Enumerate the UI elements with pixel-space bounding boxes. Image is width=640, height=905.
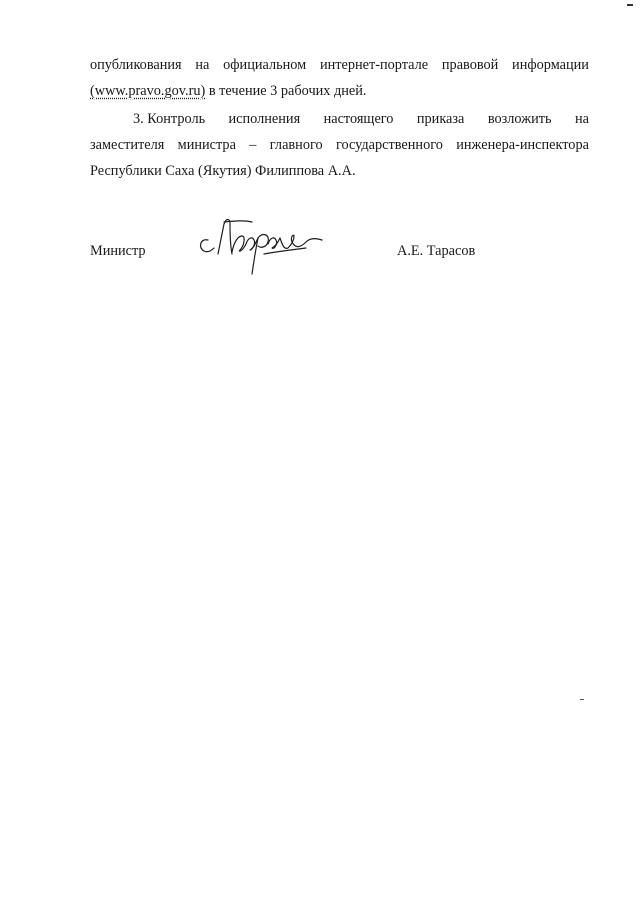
paragraph-control: [90, 106, 589, 184]
word: инженера-инспектора: [456, 137, 589, 153]
word: заместителя: [90, 137, 165, 153]
word: информации: [512, 57, 589, 73]
paragraph-line: Республики Саха (Якутия) Филиппова А.А.: [90, 163, 356, 179]
word: приказа: [416, 111, 465, 127]
paragraph-text: в течение 3 рабочих дней.: [205, 83, 367, 99]
scan-mark: [627, 4, 633, 6]
paragraph-line: [90, 78, 589, 104]
word: министра: [177, 137, 236, 153]
word: на: [195, 57, 210, 73]
word: опубликования: [90, 57, 182, 73]
word: интернет-портале: [319, 57, 429, 73]
word: 3. Контроль: [133, 111, 206, 127]
word: настоящего: [323, 111, 394, 127]
scan-mark: [580, 699, 584, 700]
pravo-link[interactable]: (www.pravo.gov.ru): [90, 83, 206, 99]
word: государственного: [335, 137, 443, 153]
paragraph-publication: [90, 52, 589, 104]
paragraph-line: [90, 132, 589, 158]
word: возложить: [487, 111, 552, 127]
signatory-name: А.Е. Тарасов: [397, 243, 476, 259]
word: на: [574, 111, 589, 127]
word: правовой: [441, 57, 499, 73]
word: исполнения: [228, 111, 301, 127]
word: главного: [269, 137, 323, 153]
signatory-title: Министр: [90, 243, 146, 259]
word: –: [249, 137, 257, 153]
word: официальном: [223, 57, 307, 73]
paragraph-line: [90, 52, 589, 78]
paragraph-line: [90, 106, 589, 132]
handwritten-signature: [194, 214, 324, 280]
